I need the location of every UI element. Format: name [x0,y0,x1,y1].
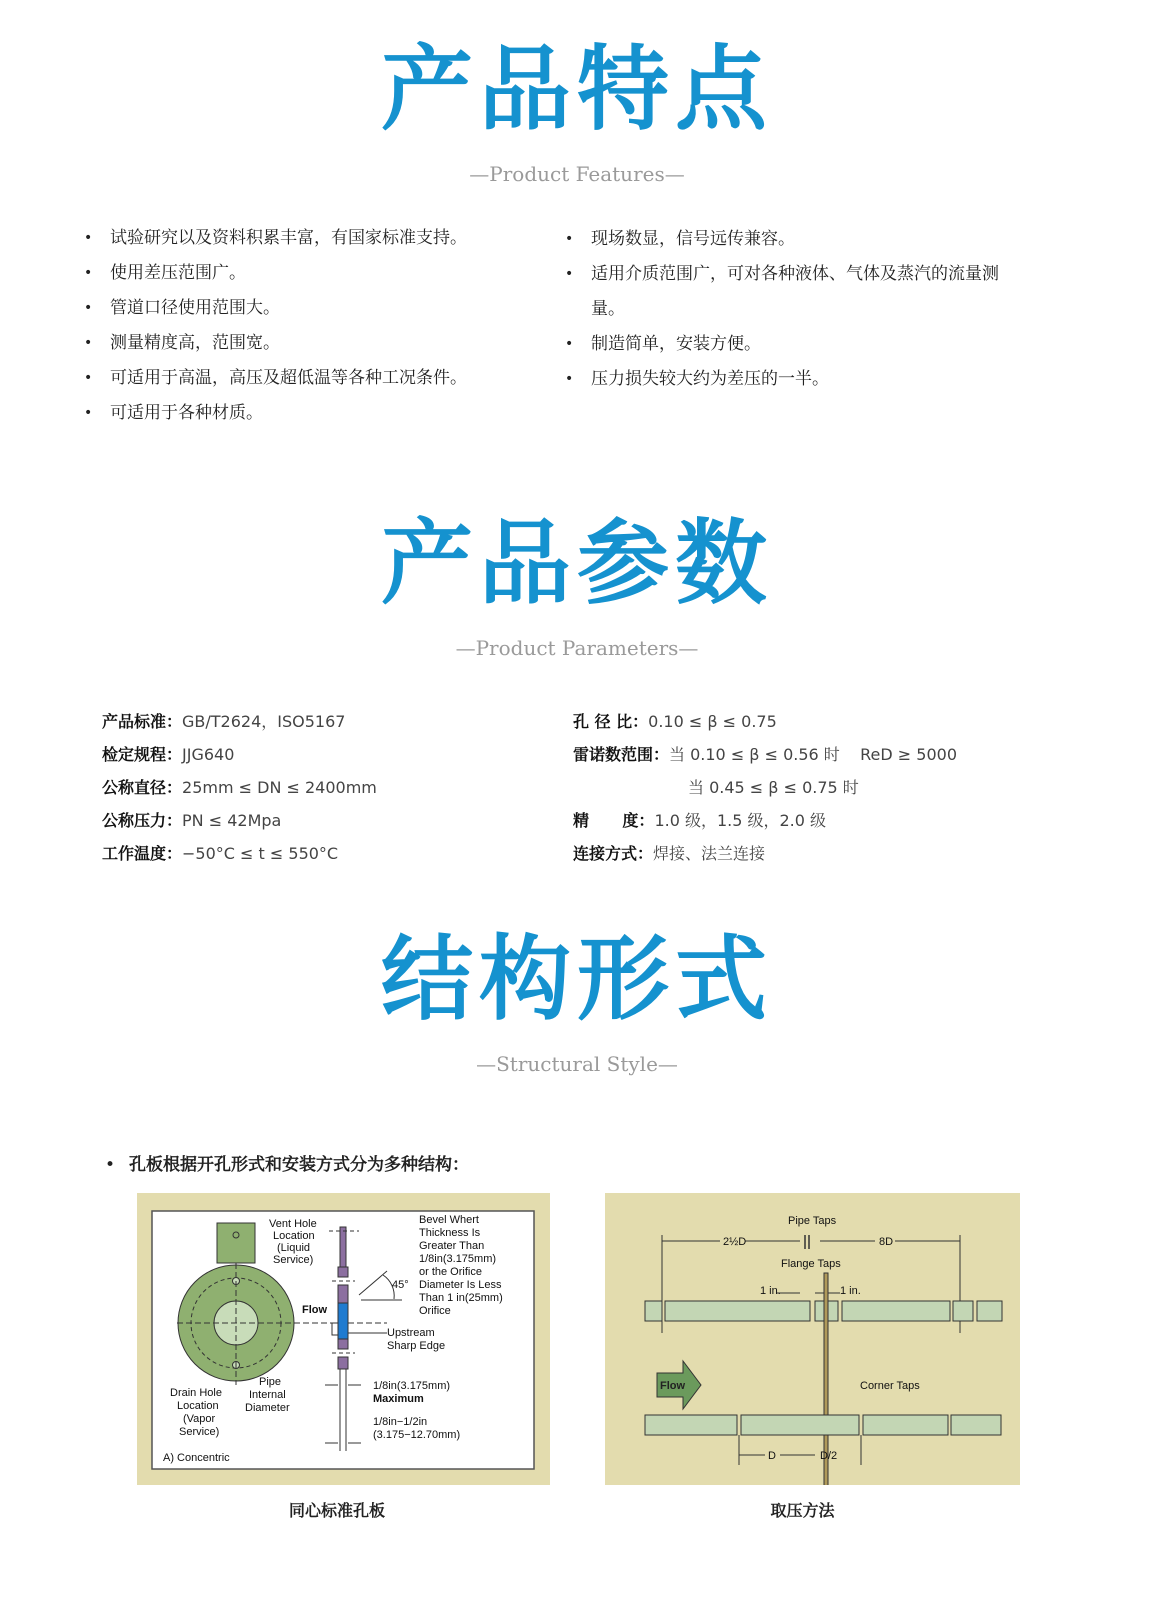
svg-text:Thickness Is: Thickness Is [419,1227,481,1239]
svg-text:1/8in(3.175mm): 1/8in(3.175mm) [419,1253,497,1265]
svg-text:(3.175−12.70mm): (3.175−12.70mm) [373,1429,461,1441]
svg-text:Greater Than: Greater Than [419,1240,485,1252]
pipe-taps-label: Pipe Taps [788,1215,837,1227]
features-subtitle: —Product Features— [469,162,685,186]
angle-label: 45° [392,1279,409,1291]
svg-text:Service): Service) [179,1426,220,1438]
svg-text:Vent Hole: Vent Hole [269,1218,317,1230]
svg-text:Diameter Is Less: Diameter Is Less [419,1279,502,1291]
svg-text:1/8in−1/2in: 1/8in−1/2in [373,1416,428,1428]
structure-subtitle: —Structural Style— [476,1052,678,1076]
upstream-distance-label: 2½D [723,1236,747,1248]
feature-item: • 制造简单，安装方便。 [563,327,1023,362]
downstream-distance-label: 8D [879,1236,894,1248]
concentric-caption: 同心标准孔板 [288,1501,385,1520]
svg-text:Bevel Whert: Bevel Whert [419,1214,479,1226]
pressure-taps-figure [605,1193,1020,1485]
svg-text:Service): Service) [273,1254,314,1266]
svg-text:Sharp Edge: Sharp Edge [387,1340,446,1352]
param-connection: 连接方式：焊接、法兰连接 [573,844,766,863]
svg-text:or the Orifice: or the Orifice [419,1266,482,1278]
svg-text:Maximum: Maximum [373,1393,424,1405]
feature-item: • 可适用于高温，高压及超低温等各种工况条件。 [82,361,467,396]
structure-bullet: • 孔板根据开孔形式和安装方式分为多种结构： [105,1150,469,1175]
vent-hole-label [269,1218,317,1266]
d-half-dimension-label: D/2 [820,1450,838,1462]
svg-text:Diameter: Diameter [245,1402,290,1414]
param-beta-ratio: 孔 径 比：0.10 ≤ β ≤ 0.75 [573,712,777,731]
d-dimension-label: D [768,1450,776,1462]
parameters-subtitle: —Product Parameters— [455,636,699,660]
svg-text:(Vapor: (Vapor [183,1413,216,1425]
parameters-right [573,705,957,870]
feature-item: • 使用差压范围广。 [82,256,467,291]
structure-title: 结构形式 [380,926,773,1033]
svg-text:Than 1 in(25mm): Than 1 in(25mm) [419,1292,503,1304]
feature-item: • 试验研究以及资料积累丰富，有国家标准支持。 [82,221,467,256]
flange-taps-label: Flange Taps [781,1258,841,1270]
svg-text:Internal: Internal [249,1389,286,1401]
svg-text:Pipe: Pipe [259,1376,282,1388]
features-left-list [82,221,467,431]
flow-arrow-label: Flow [660,1380,686,1392]
parameters-left [102,705,377,870]
corner-taps-label: Corner Taps [860,1380,920,1392]
svg-text:(Liquid: (Liquid [277,1242,311,1254]
svg-text:Drain Hole: Drain Hole [170,1387,222,1399]
param-reynolds-2: 当 0.45 ≤ β ≤ 0.75 时 [688,778,859,797]
param-diameter: 公称直径：25mm ≤ DN ≤ 2400mm [102,778,377,797]
param-standard: 产品标准：GB/T2624，ISO5167 [102,712,346,731]
one-inch-left-label: 1 in. [760,1285,781,1297]
one-inch-right-label: 1 in. [840,1285,861,1297]
feature-item: • 测量精度高，范围宽。 [82,326,467,361]
flow-label: Flow [302,1304,328,1316]
param-temperature: 工作温度：−50°C ≤ t ≤ 550°C [102,844,339,863]
svg-text:Orifice: Orifice [419,1305,451,1317]
param-accuracy: 精 度：1.0 级，1.5 级，2.0 级 [573,811,827,830]
svg-text:Location: Location [273,1230,315,1242]
feature-item: • 管道口径使用范围大。 [82,291,467,326]
param-pressure: 公称压力：PN ≤ 42Mpa [102,811,282,830]
features-title: 产品特点 [380,36,773,143]
feature-item: • 压力损失较大约为差压的一半。 [563,362,1023,397]
param-reynolds: 雷诺数范围：当 0.10 ≤ β ≤ 0.56 时 ReD ≥ 5000 [573,745,958,764]
feature-item: • 现场数显，信号远传兼容。 [563,222,1023,257]
svg-text:1/8in(3.175mm): 1/8in(3.175mm) [373,1380,451,1392]
concentric-orifice-figure [137,1193,550,1485]
concentric-type-label: A) Concentric [163,1452,230,1464]
svg-text:Location: Location [177,1400,219,1412]
parameters-title: 产品参数 [380,510,773,617]
features-right-list [563,222,1023,397]
param-verification: 检定规程：JJG640 [102,745,235,764]
feature-item: • 可适用于各种材质。 [82,396,467,431]
feature-item: • 适用介质范围广，可对各种液体、气体及蒸汽的流量测量。 [563,257,1023,327]
pressure-taps-caption: 取压方法 [770,1501,835,1520]
svg-text:Upstream: Upstream [387,1327,435,1339]
